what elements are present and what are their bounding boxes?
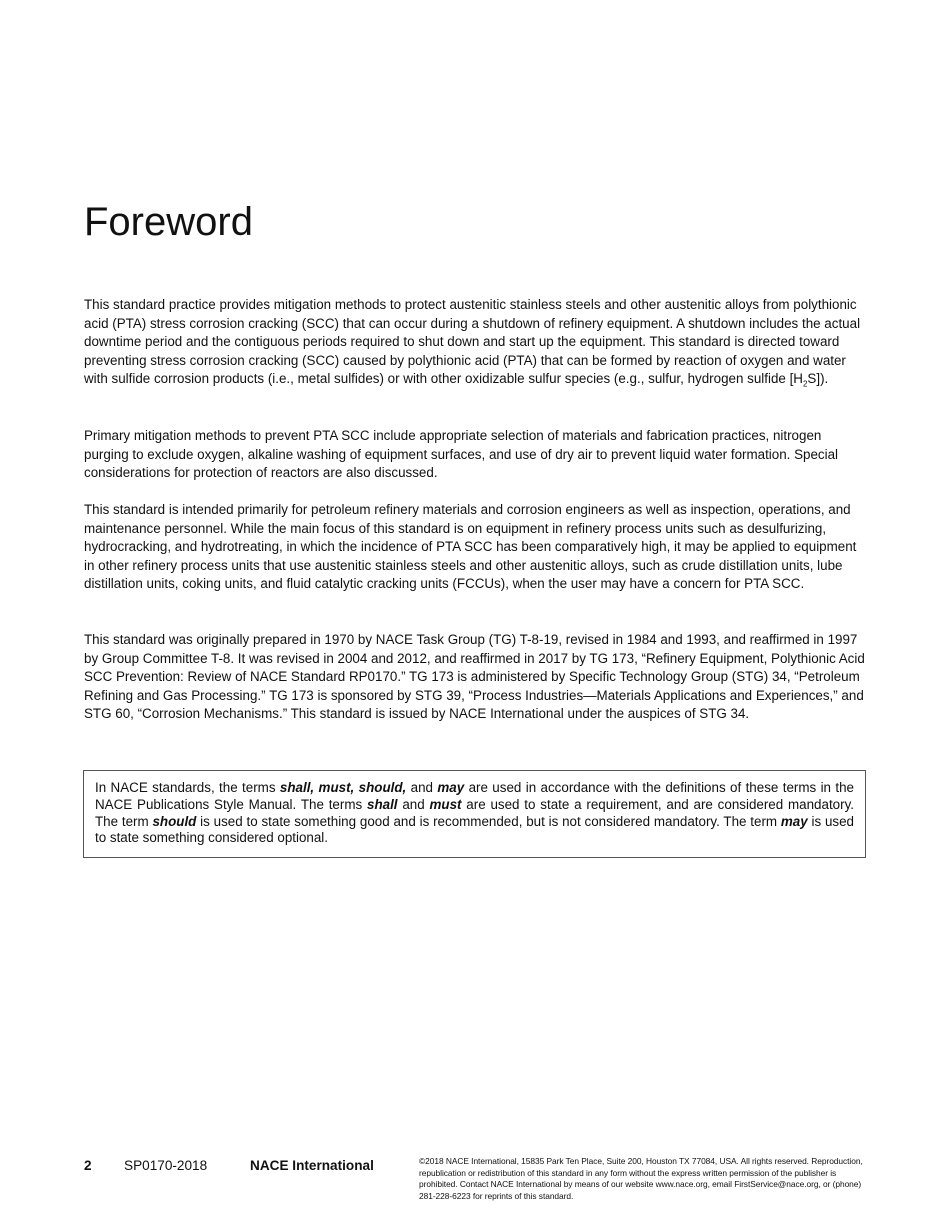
footer-document-code: SP0170-2018 <box>124 1158 208 1173</box>
note-text: is used to state something considered optional. <box>95 813 855 846</box>
footer-copyright: ©2018 NACE International, 15835 Park Ten Place, Suite 200, Houston TX 77084, USA. All rights reserved. Reproduction, republication or redistribution of this standard in any form without the express written permission of the publisher is prohibited. Contact NACE International by means of our website www.nace.org, email FirstService@nace.org, or (phone) 281-228-6223 for reprints of this standard. <box>419 1156 863 1201</box>
note-term-list: shall, must, should, <box>279 780 407 795</box>
note-term-shall: shall <box>367 796 398 812</box>
subscript: 2 <box>802 380 808 390</box>
page-footer <box>84 1155 868 1205</box>
note-text: In NACE standards, the terms <box>95 780 280 795</box>
paragraph-purpose-text: This standard practice provides mitigation methods to protect austenitic stainless steels and other austenitic alloys from polythionic acid (PTA) stress corrosion cracking (SCC) that can occur during a shutdown of refinery equipment. A shutdown includes the actual downtime period and the contiguous periods required to shut down and start up the equipment. This standard is directed toward preventing stress corrosion cracking (SCC) caused by polythionic acid (PTA) that can be formed by reaction of oxygen and water with sulfide corrosion products (i.e., metal sulfides) or with other oxidizable sulfur species (e.g., sulfur, hydrogen sulfide [H <box>84 297 861 387</box>
note-text: are used to state a requirement, and are considered mandatory. The term <box>95 796 854 829</box>
note-term-may: may <box>437 780 465 795</box>
footer-page-number: 2 <box>84 1158 92 1173</box>
paragraph-purpose-text-end: S]). <box>807 371 829 387</box>
note-term-may: may <box>780 813 808 829</box>
terminology-note-box <box>83 770 866 858</box>
note-text: and <box>397 796 430 812</box>
paragraph-mitigation-methods: Primary mitigation methods to prevent PTA SCC include appropriate selection of materials and fabrication practices, nitrogen purging to exclude oxygen, alkaline washing of equipment surfaces, and use of dry air to prevent liquid water formation. Special considerations for protection of reactors are also discussed. <box>84 428 839 481</box>
note-term-should: should <box>152 813 197 829</box>
note-text: is used to state something good and is recommended, but is not considered mandatory. The term <box>196 813 781 829</box>
note-text: and <box>406 780 438 795</box>
paragraph-history: This standard was originally prepared in 1970 by NACE Task Group (TG) T-8-19, revised in 1984 and 1993, and reaffirmed in 1997 by Group Committee T-8. It was revised in 2004 and 2012, and reaffirmed in 2017 by TG 173, “Refinery Equipment, Polythionic Acid SCC Prevention: Review of NACE Standard RP0170.” TG 173 is administered by Specific Technology Group (STG) 34, “Petroleum Refining and Gas Processing.” TG 173 is sponsored by STG 39, “Process Industries—Materials Applications and Experiences,” and STG 60, “Corrosion Mechanisms.” This standard is issued by NACE International under the auspices of STG 34. <box>84 632 865 722</box>
paragraph-purpose <box>84 296 868 389</box>
paragraph-intended-audience: This standard is intended primarily for petroleum refinery materials and corrosion engineers as well as inspection, operations, and maintenance personnel. While the main focus of this standard is on equipment in refinery process units such as desulfurizing, hydrocracking, and hydrotreating, in which the incidence of PTA SCC has been comparatively high, it may be applied to equipment in other refinery process units that use austenitic stainless steels and other austenitic alloys, such as crude distillation units, lube distillation units, coking units, and fluid catalytic cracking units (FCCUs), when the user may have a concern for PTA SCC. <box>84 502 857 592</box>
note-term-must: must <box>429 796 462 812</box>
note-text: are used in accordance with the definitions of these terms in the NACE Publications Style Manual. The terms <box>95 780 855 812</box>
page-title: Foreword <box>84 200 253 244</box>
footer-organization: NACE International <box>250 1158 374 1173</box>
